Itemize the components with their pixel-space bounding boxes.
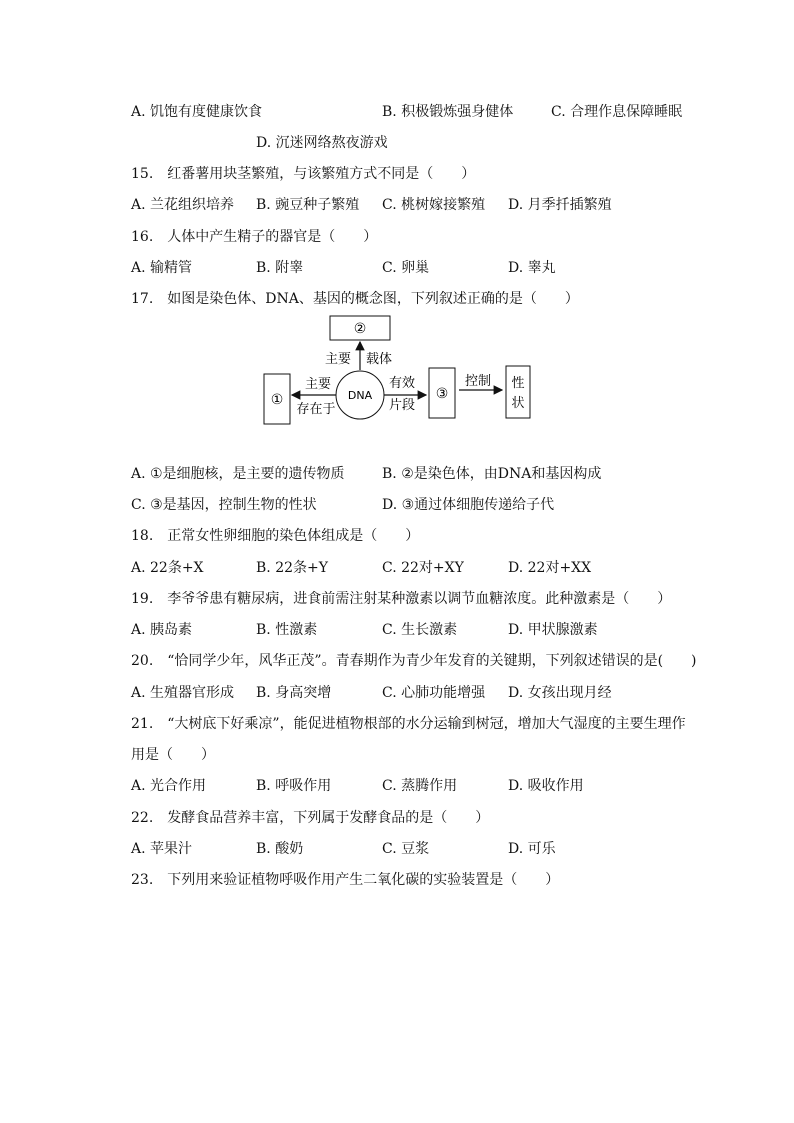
q14-option-c: C. 合理作息保障睡眠	[551, 104, 683, 120]
label-main-carrier-2: 载体	[365, 352, 393, 367]
q20-stem: 20. “恰同学少年，风华正茂”。青春期作为青少年发育的关键期，下列叙述错误的是( )	[131, 653, 697, 669]
q17-option-b: B. ②是染色体，由DNA和基因构成	[382, 466, 602, 482]
q22-option-a: A. 苹果汁	[131, 841, 193, 857]
q21-option-b: B. 呼吸作用	[256, 778, 332, 794]
q23-stem: 23. 下列用来验证植物呼吸作用产生二氧化碳的实验装置是（ ）	[131, 872, 560, 888]
q18-stem: 18. 正常女性卵细胞的染色体组成是（ ）	[131, 528, 420, 544]
q21-option-c: C. 蒸腾作用	[382, 778, 458, 794]
label-main-carrier-1: 主要	[324, 352, 352, 367]
q16-option-a: A. 输精管	[131, 260, 193, 276]
box-2-label: ②	[353, 321, 367, 337]
q16-option-d: D. 睾丸	[508, 260, 556, 276]
dna-label: DNA	[347, 389, 373, 402]
q15-option-d: D. 月季扦插繁殖	[508, 197, 612, 213]
q20-option-a: A. 生殖器官形成	[131, 685, 235, 701]
q15-option-c: C. 桃树嫁接繁殖	[382, 197, 486, 213]
q19-option-b: B. 性激素	[256, 622, 318, 638]
q14-option-b: B. 积极锻炼强身健体	[382, 104, 514, 120]
q21-option-d: D. 吸收作用	[508, 778, 584, 794]
trait-label-2: 状	[511, 396, 525, 411]
q19-option-d: D. 甲状腺激素	[508, 622, 598, 638]
q14-option-d: D. 沉迷网络熬夜游戏	[256, 135, 388, 151]
q21-option-a: A. 光合作用	[131, 778, 207, 794]
q19-option-a: A. 胰岛素	[131, 622, 193, 638]
q18-option-a: A. 22条+X	[131, 560, 204, 576]
q16-option-c: C. 卵巢	[382, 260, 430, 276]
q20-option-b: B. 身高突增	[256, 685, 332, 701]
q18-option-d: D. 22对+XX	[508, 560, 592, 576]
label-effective-2: 片段	[388, 398, 416, 413]
q17-option-d: D. ③通过体细胞传递给子代	[382, 497, 555, 513]
q17-stem: 17. 如图是染色体、DNA、基因的概念图，下列叙述正确的是（ ）	[131, 291, 579, 307]
q22-stem: 22. 发酵食品营养丰富，下列属于发酵食品的是（ ）	[131, 810, 490, 826]
trait-label-1: 性	[511, 376, 525, 391]
q18-option-c: C. 22对+XY	[382, 560, 464, 576]
q20-option-c: C. 心肺功能增强	[382, 685, 486, 701]
box-3-label: ③	[435, 386, 449, 402]
q14-option-a: A. 饥饱有度健康饮食	[131, 104, 263, 120]
label-effective-1: 有效	[388, 376, 416, 391]
q21-stem-line-2: 用是（ ）	[131, 747, 215, 763]
q22-option-d: D. 可乐	[508, 841, 556, 857]
q17-option-c: C. ③是基因，控制生物的性状	[131, 497, 317, 513]
q15-option-b: B. 豌豆种子繁殖	[256, 197, 360, 213]
q19-stem: 19. 李爷爷患有糖尿病，进食前需注射某种激素以调节血糖浓度。此种激素是（ ）	[131, 591, 672, 607]
q16-option-b: B. 附睾	[256, 260, 304, 276]
q20-option-d: D. 女孩出现月经	[508, 685, 612, 701]
q16-stem: 16. 人体中产生精子的器官是（ ）	[131, 229, 378, 245]
q22-option-c: C. 豆浆	[382, 841, 430, 857]
q15-stem: 15. 红番薯用块茎繁殖，与该繁殖方式不同是（ ）	[131, 166, 476, 182]
q22-option-b: B. 酸奶	[256, 841, 304, 857]
q17-option-a: A. ①是细胞核，是主要的遗传物质	[131, 466, 345, 482]
q19-option-c: C. 生长激素	[382, 622, 458, 638]
label-control: 控制	[464, 374, 492, 389]
box-1-label: ①	[270, 392, 284, 408]
label-main: 主要	[304, 377, 332, 392]
concept-diagram	[256, 310, 546, 430]
q18-option-b: B. 22条+Y	[256, 560, 328, 576]
q15-option-a: A. 兰花组织培养	[131, 197, 235, 213]
label-exist: 存在于	[296, 402, 336, 417]
q21-stem-line-1: 21. “大树底下好乘凉”，能促进植物根部的水分运输到树冠，增加大气湿度的主要生理作	[131, 716, 686, 732]
